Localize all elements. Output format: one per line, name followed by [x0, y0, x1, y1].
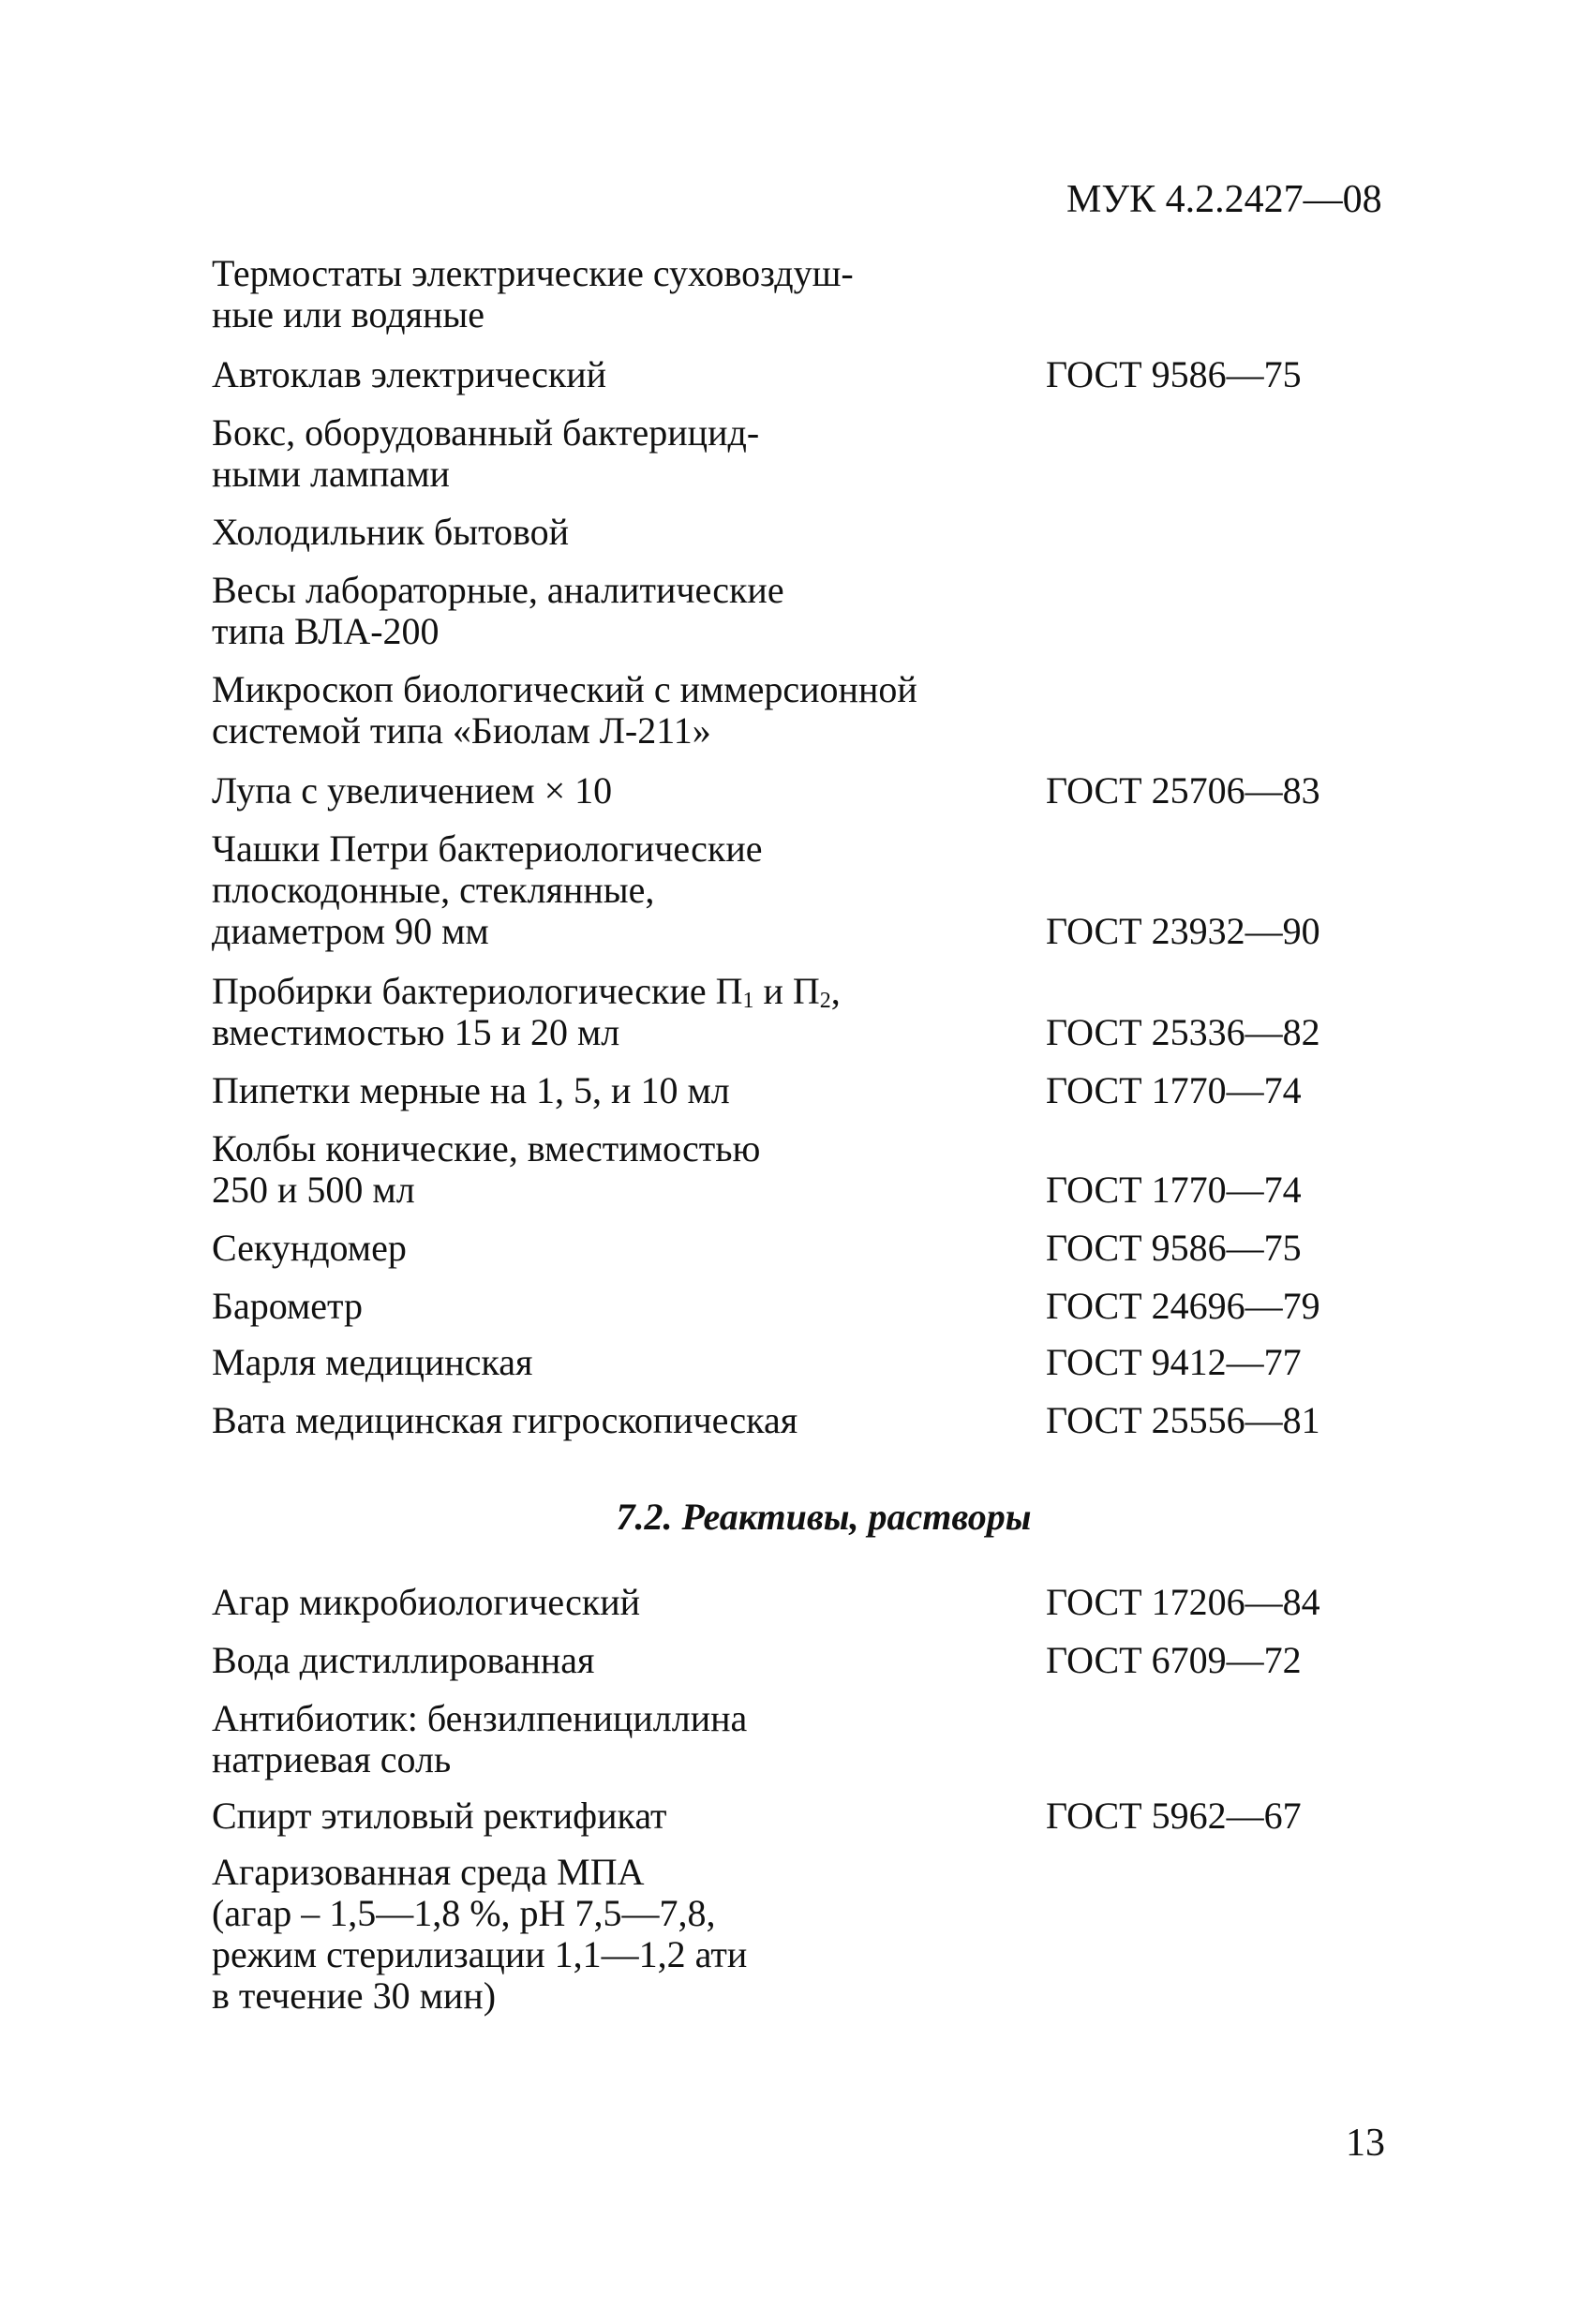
list-item: [212, 1698, 1383, 1780]
item-standard: ГОСТ 25556—81: [1046, 1399, 1320, 1441]
item-name: Автоклав электрический: [212, 353, 607, 395]
item-standard: ГОСТ 1770—74: [1046, 1069, 1302, 1111]
list-item: [212, 1795, 1383, 1837]
item-standard: ГОСТ 23932—90: [1046, 910, 1320, 952]
item-standard: ГОСТ 6709—72: [1046, 1639, 1302, 1681]
page-number: 13: [1346, 2122, 1385, 2165]
item-name: Чашки Петри бактериологические плоскодонные, стеклянные, диаметром 90 мм: [212, 827, 763, 952]
subscript: 1: [742, 989, 754, 1013]
item-standard: ГОСТ 5962—67: [1046, 1795, 1302, 1837]
item-name: Холодильник бытовой: [212, 511, 570, 553]
item-name: Лупа с увеличением × 10: [212, 769, 613, 812]
item-standard: ГОСТ 9412—77: [1046, 1341, 1302, 1383]
item-name: Весы лабораторные, аналитические типа ВЛА-200: [212, 569, 784, 652]
item-standard: ГОСТ 25336—82: [1046, 1011, 1320, 1053]
subscript: 2: [819, 989, 831, 1013]
item-name: Колбы конические, вместимостью 250 и 500 мл: [212, 1127, 761, 1211]
item-name: Агар микробиологический: [212, 1581, 641, 1623]
item-standard: ГОСТ 24696—79: [1046, 1285, 1320, 1327]
item-standard: ГОСТ 25706—83: [1046, 769, 1320, 812]
list-item: [212, 1640, 1383, 1681]
item-name: Агаризованная среда МПА (агар – 1,5—1,8 %, pH 7,5—7,8, режим стерилизации 1,1—1,2 ати в течение 30 мин): [212, 1851, 748, 2017]
list-item: [212, 1852, 1383, 2017]
item-name-part: Пробирки бактериологические П: [212, 970, 743, 1012]
item-name: Секундомер: [212, 1227, 407, 1269]
item-name: Спирт этиловый ректификат: [212, 1795, 667, 1837]
item-name: Пипетки мерные на 1, 5, и 10 мл: [212, 1069, 730, 1111]
item-standard: ГОСТ 1770—74: [1046, 1169, 1302, 1211]
item-name: Марля медицинская: [212, 1341, 533, 1383]
item-name: Микроскоп биологический с иммерсионной системой типа «Биолам Л-211»: [212, 668, 917, 752]
section-title: 7.2. Реактивы, растворы: [616, 1496, 1032, 1538]
item-name: Вата медицинская гигроскопическая: [212, 1399, 798, 1441]
item-name: Бокс, оборудованный бактерицид- ными лампами: [212, 411, 760, 495]
item-name: Вода дистиллированная: [212, 1639, 595, 1681]
document-code: МУК 4.2.2427—08: [1066, 178, 1382, 221]
item-standard: ГОСТ 9586—75: [1046, 1227, 1302, 1269]
item-name: Барометр: [212, 1285, 363, 1327]
item-name: Термостаты электрические суховоздуш- ные или водяные: [212, 252, 854, 335]
list-item: [212, 1582, 1383, 1623]
item-name-part: и П: [753, 970, 820, 1012]
item-name-part: , вместимостью 15 и 20 мл: [212, 970, 841, 1053]
item-standard: ГОСТ 17206—84: [1046, 1581, 1320, 1623]
item-name: Антибиотик: бензилпенициллина натриевая соль: [212, 1697, 748, 1780]
item-standard: ГОСТ 9586—75: [1046, 353, 1302, 395]
